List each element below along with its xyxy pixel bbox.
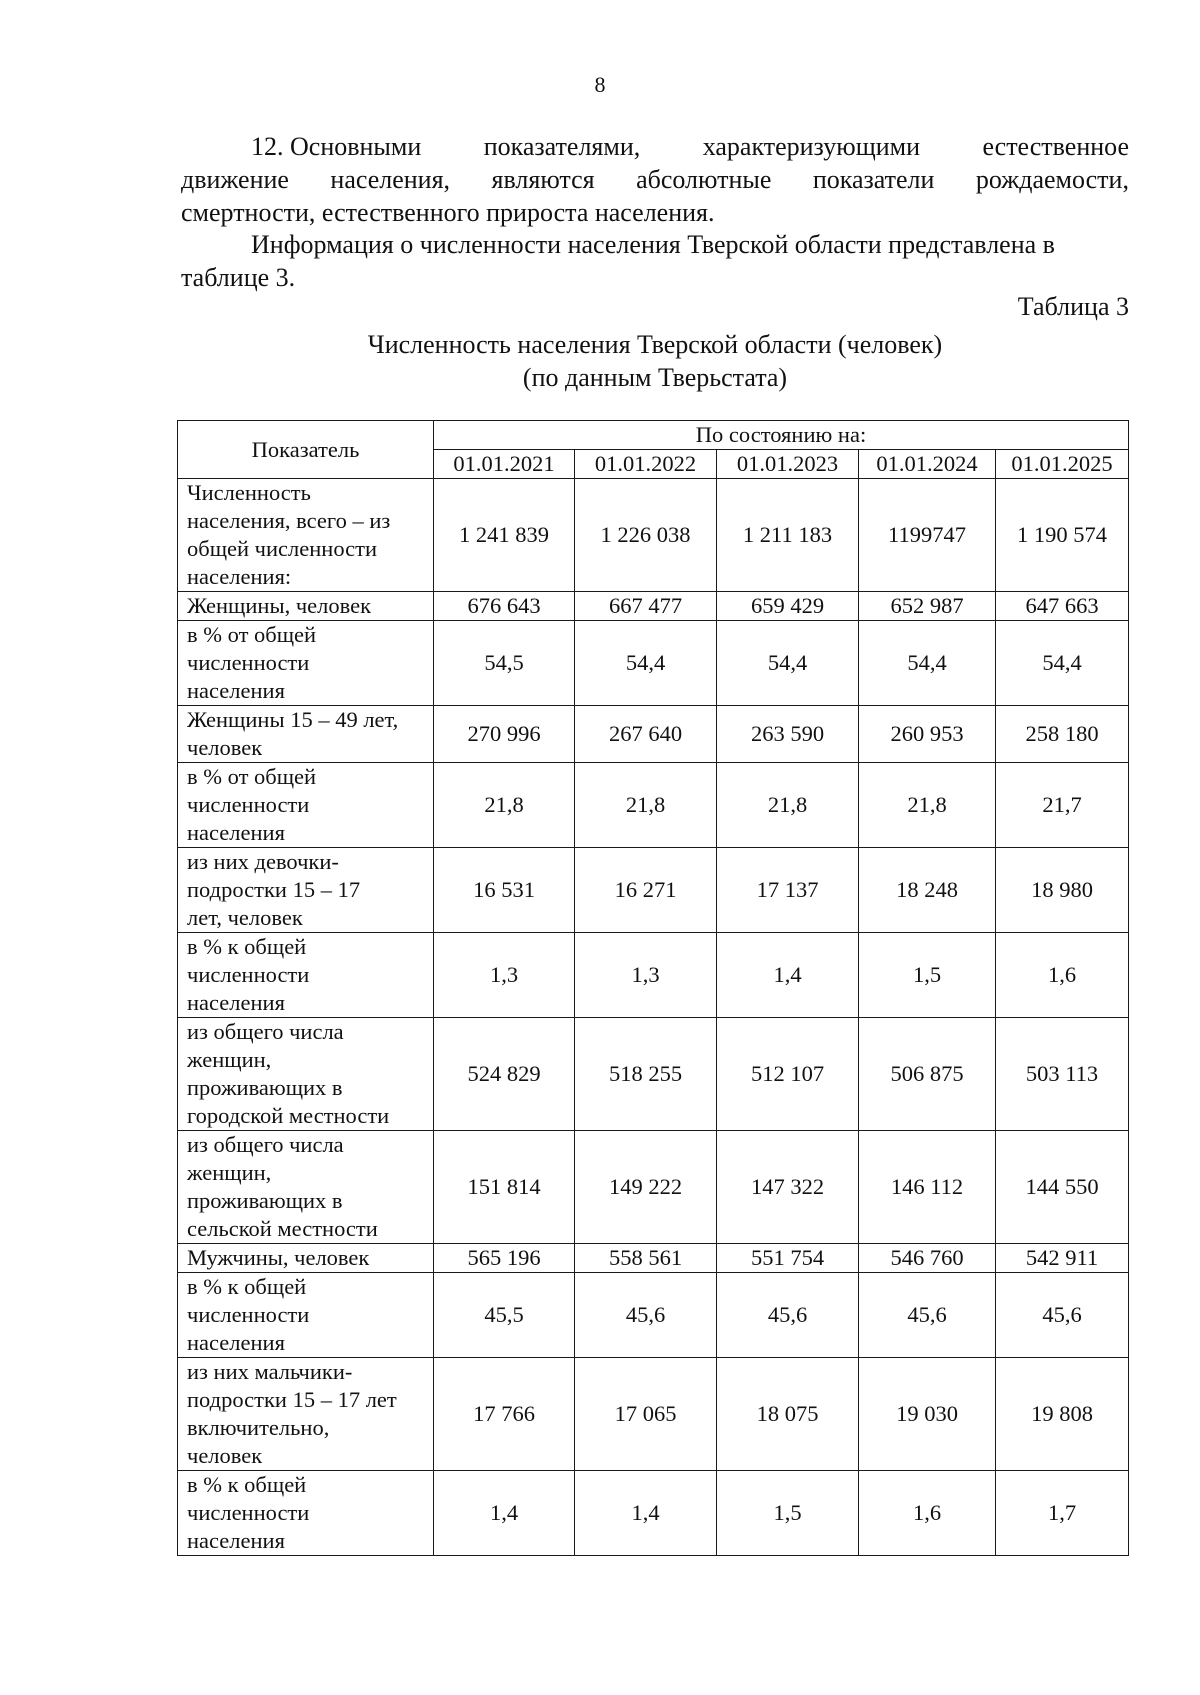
value-cell: 21,8: [575, 763, 717, 848]
value-cell: 45,5: [434, 1273, 575, 1358]
value-cell: 267 640: [575, 706, 717, 763]
value-cell: 18 980: [996, 848, 1129, 933]
table-row: [178, 1018, 1129, 1131]
table-row: [178, 848, 1129, 933]
value-cell: 647 663: [996, 592, 1129, 621]
date-header: 01.01.2022: [575, 450, 717, 479]
row-label-line: общей численности: [187, 536, 377, 561]
value-cell: 54,4: [575, 621, 717, 706]
table-body: [178, 479, 1129, 1556]
value-cell: 565 196: [434, 1244, 575, 1273]
row-label-line: населения: [187, 820, 285, 845]
value-cell: 54,4: [996, 621, 1129, 706]
row-label: [178, 933, 434, 1018]
row-label-line: численности: [187, 962, 310, 987]
row-label-line: из них мальчики-: [187, 1359, 353, 1384]
value-cell: 16 531: [434, 848, 575, 933]
paragraph-table-intro: [181, 228, 1129, 294]
row-label: [178, 848, 434, 933]
paragraph-line: смертности, естественного прироста населения.: [181, 198, 715, 227]
value-cell: 1 211 183: [717, 479, 859, 592]
table-header-row: [178, 421, 1129, 450]
row-label: [178, 592, 434, 621]
value-cell: 1,5: [859, 933, 996, 1018]
value-cell: 18 075: [717, 1358, 859, 1471]
row-label-line: населения: [187, 990, 285, 1015]
value-cell: 1,6: [859, 1471, 996, 1556]
row-label-line: населения: [187, 678, 285, 703]
value-cell: 551 754: [717, 1244, 859, 1273]
row-label: [178, 621, 434, 706]
row-label: [178, 1244, 434, 1273]
row-label-line: численности: [187, 650, 310, 675]
word: рождаемости,: [975, 165, 1129, 194]
word: естественное: [982, 132, 1129, 161]
value-cell: 54,4: [717, 621, 859, 706]
table-row: [178, 1358, 1129, 1471]
table-title: [181, 328, 1129, 394]
row-label-line: в % к общей: [187, 1472, 307, 1497]
row-label: [178, 763, 434, 848]
table-title-line: (по данным Тверьстата): [522, 363, 788, 392]
table-row: [178, 1471, 1129, 1556]
value-cell: 524 829: [434, 1018, 575, 1131]
value-cell: 263 590: [717, 706, 859, 763]
row-label-line: человек: [187, 1443, 263, 1468]
value-cell: 1,3: [575, 933, 717, 1018]
value-cell: 19 030: [859, 1358, 996, 1471]
value-cell: 21,8: [717, 763, 859, 848]
value-cell: 503 113: [996, 1018, 1129, 1131]
table-row: [178, 621, 1129, 706]
row-label: [178, 1273, 434, 1358]
value-cell: 146 112: [859, 1131, 996, 1244]
row-label-line: сельской местности: [187, 1216, 378, 1241]
value-cell: 21,8: [859, 763, 996, 848]
word: показатели: [812, 165, 935, 194]
row-label-line: населения, всего – из: [187, 508, 391, 533]
row-label-line: включительно,: [187, 1415, 330, 1440]
value-cell: 149 222: [575, 1131, 717, 1244]
value-cell: 17 766: [434, 1358, 575, 1471]
value-cell: 676 643: [434, 592, 575, 621]
value-cell: 1199747: [859, 479, 996, 592]
row-label-line: женщин,: [187, 1047, 272, 1072]
table-row: [178, 592, 1129, 621]
table-title-line: Численность населения Тверской области (человек): [367, 330, 943, 359]
row-label: [178, 1471, 434, 1556]
value-cell: 652 987: [859, 592, 996, 621]
paragraph-line: [181, 130, 1129, 163]
row-label-line: лет, человек: [187, 905, 303, 930]
row-label-line: проживающих в: [187, 1188, 343, 1213]
table-label: Таблица 3: [1017, 292, 1129, 321]
indicator-header: Показатель: [178, 421, 434, 479]
value-cell: 1,4: [717, 933, 859, 1018]
value-cell: 17 137: [717, 848, 859, 933]
row-label-line: в % от общей: [187, 622, 317, 647]
row-label: [178, 1358, 434, 1471]
value-cell: 270 996: [434, 706, 575, 763]
row-label-line: подростки 15 – 17: [187, 877, 361, 902]
word: показателями,: [483, 132, 641, 161]
row-label-line: женщин,: [187, 1160, 272, 1185]
value-cell: 21,7: [996, 763, 1129, 848]
row-label-line: городской местности: [187, 1103, 390, 1128]
row-label-line: из общего числа: [187, 1132, 344, 1157]
value-cell: 1,5: [717, 1471, 859, 1556]
row-label-line: проживающих в: [187, 1075, 343, 1100]
value-cell: 17 065: [575, 1358, 717, 1471]
row-label-line: Численность: [187, 480, 311, 505]
value-cell: 16 271: [575, 848, 717, 933]
word: являются: [491, 165, 595, 194]
value-cell: 19 808: [996, 1358, 1129, 1471]
row-label-line: населения: [187, 1330, 285, 1355]
value-cell: 144 550: [996, 1131, 1129, 1244]
table-row: [178, 763, 1129, 848]
paragraph-line: Информация о численности населения Тверской области представлена в: [251, 230, 1055, 259]
date-group-header: По состоянию на:: [434, 421, 1129, 450]
value-cell: 1,4: [575, 1471, 717, 1556]
word: 12. Основными: [251, 132, 422, 161]
page-number: 8: [594, 72, 606, 97]
value-cell: 45,6: [717, 1273, 859, 1358]
value-cell: 54,4: [859, 621, 996, 706]
paragraph-line: таблице 3.: [181, 263, 296, 292]
value-cell: 659 429: [717, 592, 859, 621]
word: движение: [181, 165, 289, 194]
row-label-line: численности: [187, 1500, 310, 1525]
population-table: [177, 420, 1129, 1556]
table-row: [178, 1244, 1129, 1273]
value-cell: 18 248: [859, 848, 996, 933]
value-cell: 1,4: [434, 1471, 575, 1556]
row-label-line: населения:: [187, 564, 292, 589]
value-cell: 1 226 038: [575, 479, 717, 592]
row-label-line: в % от общей: [187, 764, 317, 789]
value-cell: 45,6: [575, 1273, 717, 1358]
date-header: 01.01.2025: [996, 450, 1129, 479]
value-cell: 45,6: [859, 1273, 996, 1358]
word: населения,: [330, 165, 451, 194]
row-label: [178, 1018, 434, 1131]
value-cell: 1,3: [434, 933, 575, 1018]
date-header: 01.01.2024: [859, 450, 996, 479]
value-cell: 151 814: [434, 1131, 575, 1244]
row-label-line: из них девочки-: [187, 849, 339, 874]
table-row: [178, 706, 1129, 763]
table-row: [178, 933, 1129, 1018]
table-row: [178, 1131, 1129, 1244]
row-label-line: Женщины, человек: [187, 593, 372, 618]
value-cell: 667 477: [575, 592, 717, 621]
value-cell: 546 760: [859, 1244, 996, 1273]
value-cell: 1 241 839: [434, 479, 575, 592]
word: абсолютные: [636, 165, 772, 194]
row-label-line: в % к общей: [187, 1274, 307, 1299]
value-cell: 260 953: [859, 706, 996, 763]
value-cell: 1,6: [996, 933, 1129, 1018]
value-cell: 506 875: [859, 1018, 996, 1131]
value-cell: 258 180: [996, 706, 1129, 763]
table-row: [178, 479, 1129, 592]
value-cell: 21,8: [434, 763, 575, 848]
row-label-line: подростки 15 – 17 лет: [187, 1387, 397, 1412]
paragraph-line: [181, 163, 1129, 196]
value-cell: 1,7: [996, 1471, 1129, 1556]
value-cell: 45,6: [996, 1273, 1129, 1358]
row-label: [178, 479, 434, 592]
row-label-line: человек: [187, 735, 263, 760]
table-row: [178, 1273, 1129, 1358]
row-label: [178, 706, 434, 763]
value-cell: 54,5: [434, 621, 575, 706]
value-cell: 518 255: [575, 1018, 717, 1131]
date-header: 01.01.2021: [434, 450, 575, 479]
value-cell: 542 911: [996, 1244, 1129, 1273]
row-label: [178, 1131, 434, 1244]
row-label-line: численности: [187, 1302, 310, 1327]
row-label-line: из общего числа: [187, 1019, 344, 1044]
row-label-line: Женщины 15 – 49 лет,: [187, 707, 399, 732]
row-label-line: в % к общей: [187, 934, 307, 959]
row-label-line: Мужчины, человек: [187, 1245, 370, 1270]
row-label-line: численности: [187, 792, 310, 817]
value-cell: 558 561: [575, 1244, 717, 1273]
word: характеризующими: [702, 132, 921, 161]
value-cell: 147 322: [717, 1131, 859, 1244]
date-header: 01.01.2023: [717, 450, 859, 479]
row-label-line: населения: [187, 1528, 285, 1553]
paragraph-natural-movement: [181, 130, 1129, 229]
value-cell: 1 190 574: [996, 479, 1129, 592]
value-cell: 512 107: [717, 1018, 859, 1131]
